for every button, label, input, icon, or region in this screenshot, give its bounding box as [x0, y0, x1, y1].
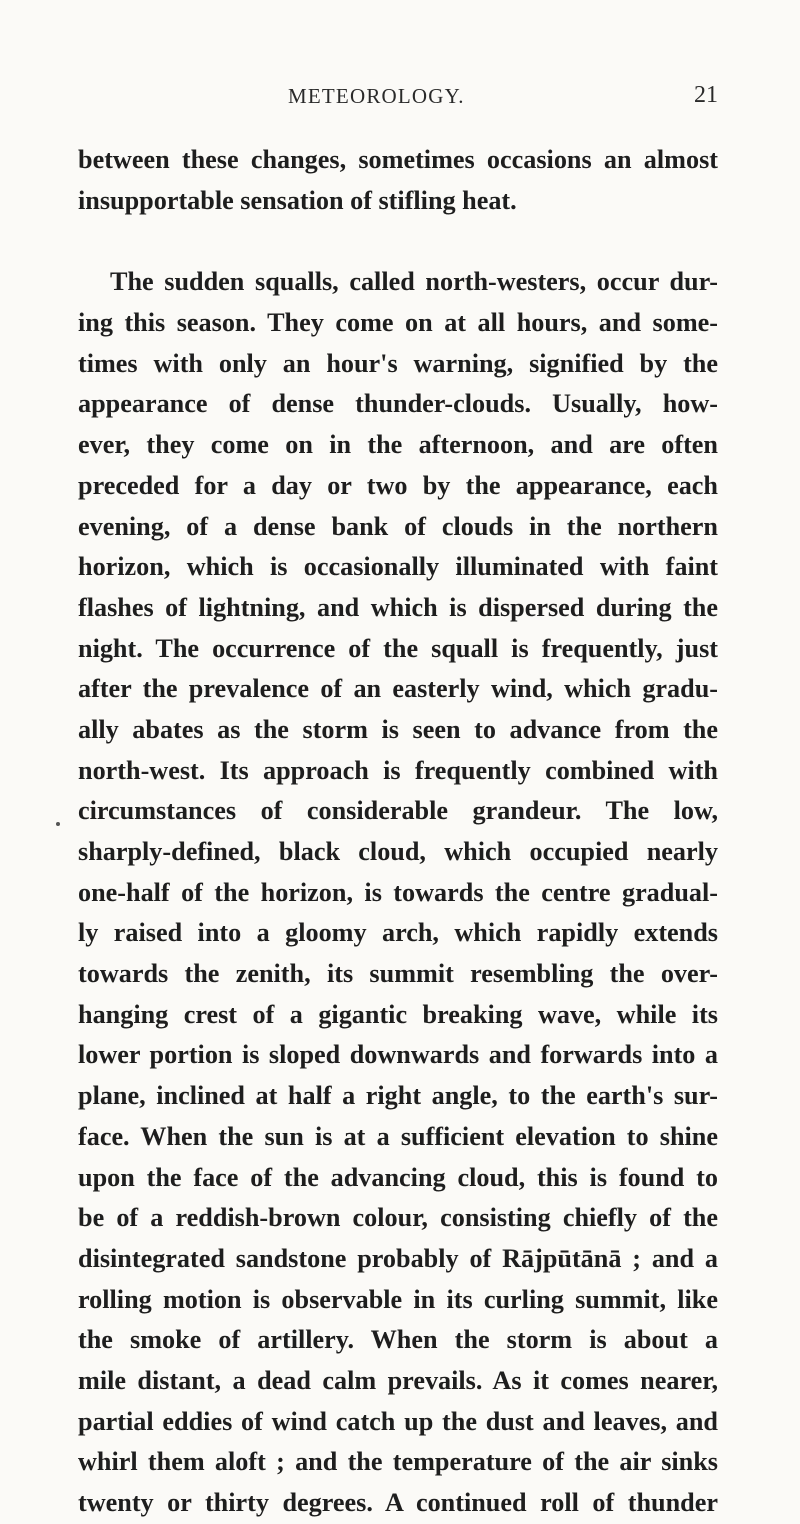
- margin-mark: [56, 822, 60, 826]
- page-number: 21: [694, 82, 718, 108]
- text-line: ally abates as the storm is seen to advance from the: [78, 714, 718, 744]
- text-line: preceded for a day or two by the appearance, each: [78, 470, 718, 500]
- text-line: partial eddies of wind catch up the dust and leaves, and: [78, 1406, 718, 1436]
- text-line: horizon, which is occasionally illuminated with faint: [78, 552, 718, 582]
- text-line: upon the face of the advancing cloud, this is found to: [78, 1162, 718, 1192]
- text-line: sharply-defined, black cloud, which occupied nearly: [78, 837, 718, 866]
- paragraph-gap: [78, 221, 718, 262]
- text-line: hanging crest of a gigantic breaking wave, while its: [78, 999, 718, 1029]
- text-line: rolling motion is observable in its curling summit, like: [78, 1284, 718, 1314]
- text-line: towards the zenith, its summit resembling the over-: [78, 959, 718, 989]
- text-line: between these changes, sometimes occasions an almost: [78, 145, 718, 174]
- text-line: The sudden squalls, called north-westers, occur dur-: [110, 267, 718, 297]
- text-line: after the prevalence of an easterly wind, which gradu-: [78, 674, 718, 704]
- body-text: [78, 140, 718, 1524]
- text-line: night. The occurrence of the squall is frequently, just: [78, 633, 718, 663]
- text-line: times with only an hour's warning, signified by the: [78, 348, 718, 378]
- text-line: insupportable sensation of stifling heat.: [78, 185, 517, 215]
- text-line: mile distant, a dead calm prevails. As it comes nearer,: [78, 1365, 718, 1395]
- text-line: appearance of dense thunder-clouds. Usually, how-: [78, 389, 718, 419]
- text-line: face. When the sun is at a sufficient elevation to shine: [78, 1121, 718, 1151]
- text-line: one-half of the horizon, is towards the centre gradual-: [78, 877, 718, 907]
- text-line: evening, of a dense bank of clouds in the northern: [78, 511, 718, 541]
- text-line: twenty or thirty degrees. A continued roll of thunder: [78, 1488, 718, 1517]
- text-line: ing this season. They come on at all hours, and some-: [78, 308, 718, 338]
- text-line: ly raised into a gloomy arch, which rapidly extends: [78, 918, 718, 948]
- text-line: lower portion is sloped downwards and forwards into a: [78, 1040, 718, 1070]
- paragraph: [78, 140, 718, 221]
- text-line: flashes of lightning, and which is dispersed during the: [78, 592, 718, 622]
- text-line: ever, they come on in the afternoon, and are often: [78, 430, 718, 460]
- text-line: circumstances of considerable grandeur. The low,: [78, 796, 718, 826]
- text-line: the smoke of artillery. When the storm is about a: [78, 1325, 718, 1355]
- running-title: METEOROLOGY.: [288, 84, 465, 108]
- text-line: plane, inclined at half a right angle, to the earth's sur-: [78, 1081, 718, 1111]
- paragraph: [78, 262, 718, 1523]
- text-line: north-west. Its approach is frequently combined with: [78, 755, 718, 785]
- text-line: be of a reddish-brown colour, consisting chiefly of the: [78, 1203, 718, 1233]
- text-line: whirl them aloft ; and the temperature of the air sinks: [78, 1447, 718, 1477]
- text-line: disintegrated sandstone probably of Rājpūtānā ; and a: [78, 1243, 718, 1273]
